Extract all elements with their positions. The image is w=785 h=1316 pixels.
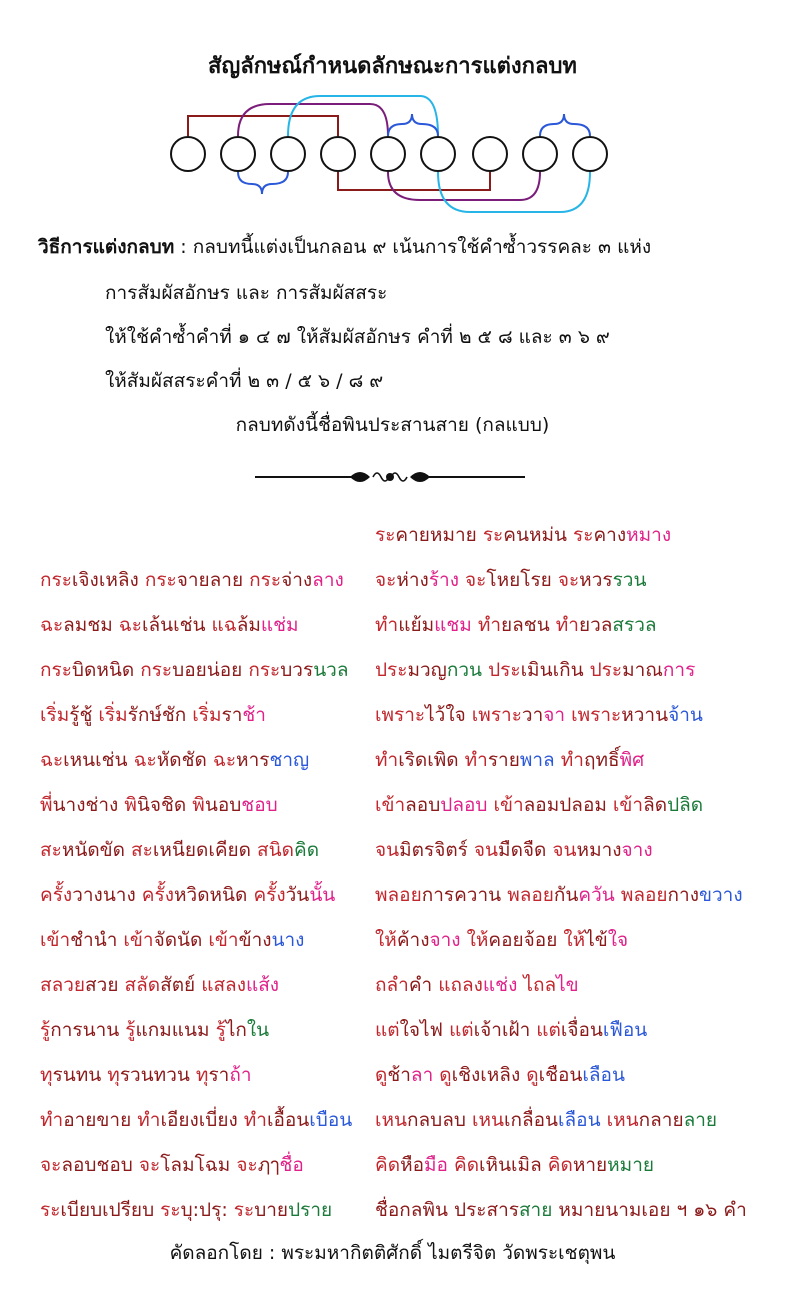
verse-word: จะ [375,569,397,591]
brace-blue-top-1 [388,114,438,136]
poem-verse-left [40,745,309,775]
verse-word: เหน [375,1109,408,1131]
page-title: สัญลักษณ์กำหนดลักษณะการแต่งกลบท [208,54,577,79]
verse-word: ฉะ [40,614,64,636]
verse-word: ระ [233,1199,255,1221]
verse-word: เชิงเหลิง [451,1064,527,1086]
verse-word: เริ่ม [40,704,70,726]
verse-word: แย้ม [398,614,435,636]
verse-word: นวล [313,659,349,681]
verse-word: สนิด [257,839,294,861]
verse-word: ระ [573,524,594,546]
poem-verse-right [375,700,703,730]
poem-verse-right [375,610,657,640]
verse-word: กลาย [638,1109,684,1131]
verse-word: มืดจืด [498,839,553,861]
verse-word: หวร [579,569,613,591]
verse-word: รา [208,1064,230,1086]
verse-word: แส้ง [245,974,280,996]
verse-word: ฤทธิ์ [583,749,620,771]
verse-word: เบือน [309,1109,353,1131]
verse-word: เฟือน [602,1019,648,1041]
verse-word: เข้า [375,794,406,816]
verse-word: รู้ [40,1019,51,1041]
word-circle [321,137,355,171]
verse-word: เลือน [582,1064,625,1086]
verse-word: บิดหนิด [71,659,141,681]
poem-verse-left [40,790,278,820]
verse-word: ทำ [243,1109,267,1131]
verse-word: ให้ [563,929,586,951]
verse-word: ขวาง [699,884,743,906]
verse-word: ห่าง [396,569,429,591]
verse-word: ลมชม [63,614,119,636]
method-label: วิธีการแต่งกลบท [38,236,175,258]
verse-word: คิด [547,1154,573,1176]
verse-word: การนาน [50,1019,126,1041]
verse-word: เล้นเช่น [141,614,212,636]
verse-word: อายขาย [63,1109,138,1131]
verse-word: ดู [439,1064,452,1086]
poem-verse-left [40,700,266,730]
verse-word: สะ [131,839,153,861]
credit-footer: คัดลอกโดย : พระมหากิตติศักดิ์ ไมตรีจิต วัดพระเชตุพน [169,1242,616,1264]
verse-word: คอยจ้อย [488,929,564,951]
verse-word: หาร [236,749,270,771]
verse-word: ครั้ง [141,884,174,906]
verse-word: ชื่อกลพิน ประสาร [375,1199,519,1221]
verse-word: คนหม่น [503,524,574,546]
verse-word: การควาน [421,884,508,906]
verse-word: ฉะ [40,749,64,771]
verse-word: จะ [465,569,487,591]
verse-word: สลัด [124,974,161,996]
verse-word: ทำ [40,1109,64,1131]
verse-word: สัตย์ [160,974,202,996]
verse-word: จน [473,839,499,861]
poem-verse-left [40,970,279,1000]
verse-word: เอื้อน [266,1109,310,1131]
divider-ornament [255,462,525,492]
verse-word: ทำ [464,749,488,771]
poem-verse-left [40,1015,269,1045]
verse-word: ปลอบ [440,794,494,816]
rhyme-link-dark [188,116,338,136]
verse-word: ชื่อ [279,1154,304,1176]
verse-word: การ [662,659,696,681]
poem-verse-left [40,1060,252,1090]
verse-word: คายหมาย [395,524,483,546]
verse-word: เจิงเหลิง [71,569,145,591]
verse-word: ใจ [607,929,629,951]
verse-word: ใจไฟ [399,1019,450,1041]
verse-word: ระ [375,524,396,546]
verse-word: โหยโรย [486,569,558,591]
verse-word: กัน [553,884,579,906]
verse-word: ดู [375,1064,388,1086]
poem-verse-right [375,835,653,865]
verse-word: ช้า [242,704,266,726]
poem-verse-left [40,835,319,865]
verse-word: ยวล [578,614,613,636]
method-line-2: การสัมผัสอักษร และ การสัมผัสสระ [105,282,388,304]
verse-word: ควัน [578,884,621,906]
poem-verse-left [40,880,335,910]
rhyme-link-purple [238,104,388,136]
verse-word: เพราะ [571,704,622,726]
verse-word: ระ [40,1199,61,1221]
verse-word: หือ [400,1154,424,1176]
word-circle [271,137,305,171]
verse-word: บุ:ปรุ: [180,1199,234,1221]
verse-word: ประ [488,659,521,681]
verse-word: พลอย [507,884,554,906]
verse-word: ร้าง [428,569,466,591]
verse-word: ปลิด [667,794,704,816]
verse-word: คิด [375,1154,401,1176]
verse-word: กาง [667,884,699,906]
verse-word: ราย [487,749,520,771]
verse-word: วา [521,704,544,726]
verse-word: ครั้ง [40,884,73,906]
verse-word: บาย [254,1199,289,1221]
verse-word: ระ [482,524,504,546]
verse-word: พาล [519,749,561,771]
verse-word: จาง [429,929,467,951]
verse-word: จะ [138,1154,161,1176]
verse-word: เข้า [208,929,239,951]
verse-word: พิศ [619,749,645,771]
verse-word: จายลาย [176,569,250,591]
verse-word: ลอบ [405,794,441,816]
verse-word: ลิด [643,794,668,816]
word-circle [171,137,205,171]
poem-verse-left [40,1150,304,1180]
verse-word: นอบ [204,794,242,816]
method-line-4: ให้สัมผัสสระคำที่ ๒ ๓ / ๕ ๖ / ๘ ๙ [105,370,384,392]
verse-word: จน [552,839,577,861]
poem-verse-right [375,1015,647,1045]
verse-word: ทำ [375,749,399,771]
verse-word: บอยน่อย [172,659,249,681]
verse-word: พิ [192,794,205,816]
verse-word: แช่ม [260,614,299,636]
verse-word: เหน [471,1109,504,1131]
verse-word: เหนเช่น [63,749,134,771]
verse-word: เข้า [123,929,154,951]
poem-verse-left [40,1105,352,1135]
poem-verse-left [40,1195,332,1225]
verse-word: ช้า [387,1064,411,1086]
verse-word: คาง [593,524,627,546]
verse-word: รู้ [215,1019,226,1041]
verse-word: เพราะ [375,704,426,726]
verse-word: รา [221,704,243,726]
verse-word: ปราย [288,1199,333,1221]
verse-word: กระ [140,659,173,681]
verse-word: ฉะ [212,749,237,771]
brace-blue-top-2 [540,114,590,136]
verse-word: มาณ [622,659,663,681]
verse-word: จะ [236,1154,258,1176]
verse-word: ทำ [375,614,399,636]
verse-word: เริ่ม [98,704,128,726]
poem-verse-right [375,655,695,685]
verse-word: คิด [293,839,320,861]
verse-word: รู้ชู้ [69,704,99,726]
verse-word: ไข้ [585,929,608,951]
verse-word: แถลง [438,974,483,996]
verse-word: แฉ [211,614,237,636]
verse-word: หนัดขัด [61,839,132,861]
verse-word: ทุ [40,1064,53,1086]
verse-word: กระ [40,659,72,681]
poem-subtitle: กลบทดังนี้ชื่อพินประสานสาย (กลแบบ) [235,414,550,436]
rhyme-link-purple-bottom [388,172,540,200]
verse-word: ฉะ [118,614,142,636]
rhyme-link-cyan-bottom [438,172,590,212]
verse-word: คิด [453,1154,480,1176]
verse-word: จ่าง [281,569,313,591]
verse-word: แกมแนม [135,1019,216,1041]
verse-word: สลวย [40,974,86,996]
verse-word: ไว้ใจ [425,704,472,726]
word-circle [473,137,507,171]
poem-verse-right [375,745,644,775]
poem-verse-right [375,925,628,955]
verse-word: นาง [271,929,305,951]
verse-word: พี่ [40,794,53,816]
verse-word: รวนทวน [119,1064,196,1086]
verse-word: สรวล [612,614,657,636]
verse-word: ประ [375,659,408,681]
verse-word: หาย [572,1154,608,1176]
verse-word: เริดเพิด [398,749,465,771]
verse-word: พลอย [620,884,668,906]
verse-word: มือ [424,1154,454,1176]
verse-word: เอียงเบี่ยง [160,1109,244,1131]
poem-verse-right [375,1195,747,1225]
verse-word: เลือน [558,1109,607,1131]
verse-word: ทำ [560,749,584,771]
verse-word: เหน [606,1109,639,1131]
verse-word: จะ [557,569,580,591]
verse-word: ทุ [195,1064,209,1086]
verse-word: บวร [280,659,314,681]
verse-word: ทุ [107,1064,120,1086]
verse-word: หวิดหนิด [174,884,254,906]
poem-verse-right [375,1150,654,1180]
verse-word: คำ [408,974,439,996]
verse-word: ชาญ [269,749,310,771]
verse-word: ชอบ [241,794,278,816]
poem-verse-right [375,565,646,595]
verse-word: หมาย [607,1154,655,1176]
verse-word: แช่ง [482,974,524,996]
verse-word: ค้าง [396,929,430,951]
verse-word: รวน [612,569,647,591]
verse-word: สวย [85,974,125,996]
verse-word: รักษ์ชัก [127,704,193,726]
verse-word: กวน [446,659,489,681]
rhyme-link-dark-bottom [338,172,490,190]
verse-word: นิจชิด [136,794,193,816]
verse-word: เข้า [493,794,524,816]
verse-word: สาย [518,1199,553,1221]
verse-word: ล้ม [236,614,261,636]
verse-word: แสลง [201,974,246,996]
poem-verse-left [40,610,299,640]
verse-word: แชม [434,614,478,636]
verse-word: หมายนามเอย ฯ ๑๖ คำ [552,1199,747,1221]
word-circle [421,137,455,171]
verse-word: มวญ [407,659,447,681]
verse-word: รนทน [52,1064,108,1086]
verse-word: ลอมปลอม [523,794,613,816]
verse-word: กระ [144,569,177,591]
verse-word: เจื่อน [560,1019,603,1041]
verse-word: หัดชัด [156,749,213,771]
verse-word: จา [543,704,572,726]
verse-word: เมินเกิน [520,659,590,681]
verse-word: เพราะ [471,704,522,726]
verse-word: ประ [589,659,623,681]
verse-word: หมาง [576,839,622,861]
verse-word: ทำ [555,614,579,636]
verse-word: เข้า [612,794,644,816]
verse-word: เริ่ม [192,704,222,726]
verse-word: พิ [124,794,137,816]
verse-word: ทำ [137,1109,161,1131]
verse-word: เข้า [40,929,71,951]
verse-word: ครั้ง [253,884,286,906]
poem-verse-right [375,970,579,1000]
verse-word: แต่ [375,1019,400,1041]
verse-word: แต่ [536,1019,561,1041]
verse-word: ถลำ [375,974,409,996]
method-line-1 [38,232,651,262]
verse-word: กลบลบ [407,1109,472,1131]
verse-word: ระ [160,1199,181,1221]
verse-word: ลาง [312,569,344,591]
verse-word: ลอบชอบ [61,1154,139,1176]
verse-word: วัน [285,884,310,906]
verse-word: ชำนำ [70,929,124,951]
verse-word: สะ [40,839,62,861]
verse-word: หวาน [621,704,669,726]
poem-verse-left [40,925,304,955]
method-line-3: ให้ใช้คำซ้ำคำที่ ๑ ๔ ๗ ให้สัมผัสอักษร คำที่ ๒ ๕ ๘ และ ๓ ๖ ๙ [105,326,610,348]
verse-word: ดู [526,1064,539,1086]
verse-word: เจ้าเฝ้า [473,1019,537,1041]
verse-word: จัดนัด [153,929,209,951]
verse-word: รู้ [125,1019,136,1041]
verse-word: จะ [40,1154,62,1176]
word-circle [371,137,405,171]
verse-word: นั้น [309,884,336,906]
word-circle [221,137,255,171]
rhyme-diagram [0,80,785,220]
poem-verse-right [375,1060,625,1090]
verse-word: กระ [249,569,282,591]
poem-verse-right [375,880,743,910]
brace-blue-bottom [238,172,288,194]
verse-word: นางช่าง [52,794,125,816]
word-circle [573,137,607,171]
verse-word: ทำ [477,614,502,636]
poem-verse-right [375,1105,717,1135]
verse-word: ให้ [466,929,489,951]
verse-word: แต่ [449,1019,474,1041]
verse-word: จ้าน [668,704,703,726]
verse-word: เหินเมิล [479,1154,548,1176]
word-circle [523,137,557,171]
verse-word: พลอย [375,884,422,906]
poem-verse-left [40,565,344,595]
verse-word: เบียบเปรียบ [60,1199,161,1221]
verse-word: กระ [248,659,281,681]
verse-word: ไก [225,1019,247,1041]
verse-word: ไข [556,974,579,996]
verse-word: ยลชน [501,614,556,636]
verse-word: มิตรจิตร์ [399,839,474,861]
poem-verse-right [375,790,703,820]
verse-word: เกลื่อน [503,1109,559,1131]
verse-word: เชือน [538,1064,583,1086]
verse-word: ไถล [523,974,557,996]
verse-word: ใน [246,1019,270,1041]
verse-word: จาง [621,839,653,861]
method-text: : กลบทนี้แต่งเป็นกลอน ๙ เน้นการใช้คำซ้ำวรรคละ ๓ แห่ง [180,236,652,258]
verse-word: ฦๅ [257,1154,280,1176]
poem-verse-right [375,520,671,550]
poem-verse-left [40,655,349,685]
verse-word: ลาย [683,1109,718,1131]
verse-word: จน [375,839,400,861]
verse-word: โลมโฉม [160,1154,237,1176]
verse-word: ถ้า [229,1064,252,1086]
verse-word: กระ [40,569,72,591]
verse-word: ฉะ [133,749,157,771]
verse-word: ให้ [375,929,397,951]
verse-word: วางนาง [72,884,142,906]
verse-word: ลา [410,1064,440,1086]
verse-word: เหนียดเคียด [152,839,258,861]
verse-word: หมาง [626,524,672,546]
verse-word: ข้าง [238,929,272,951]
